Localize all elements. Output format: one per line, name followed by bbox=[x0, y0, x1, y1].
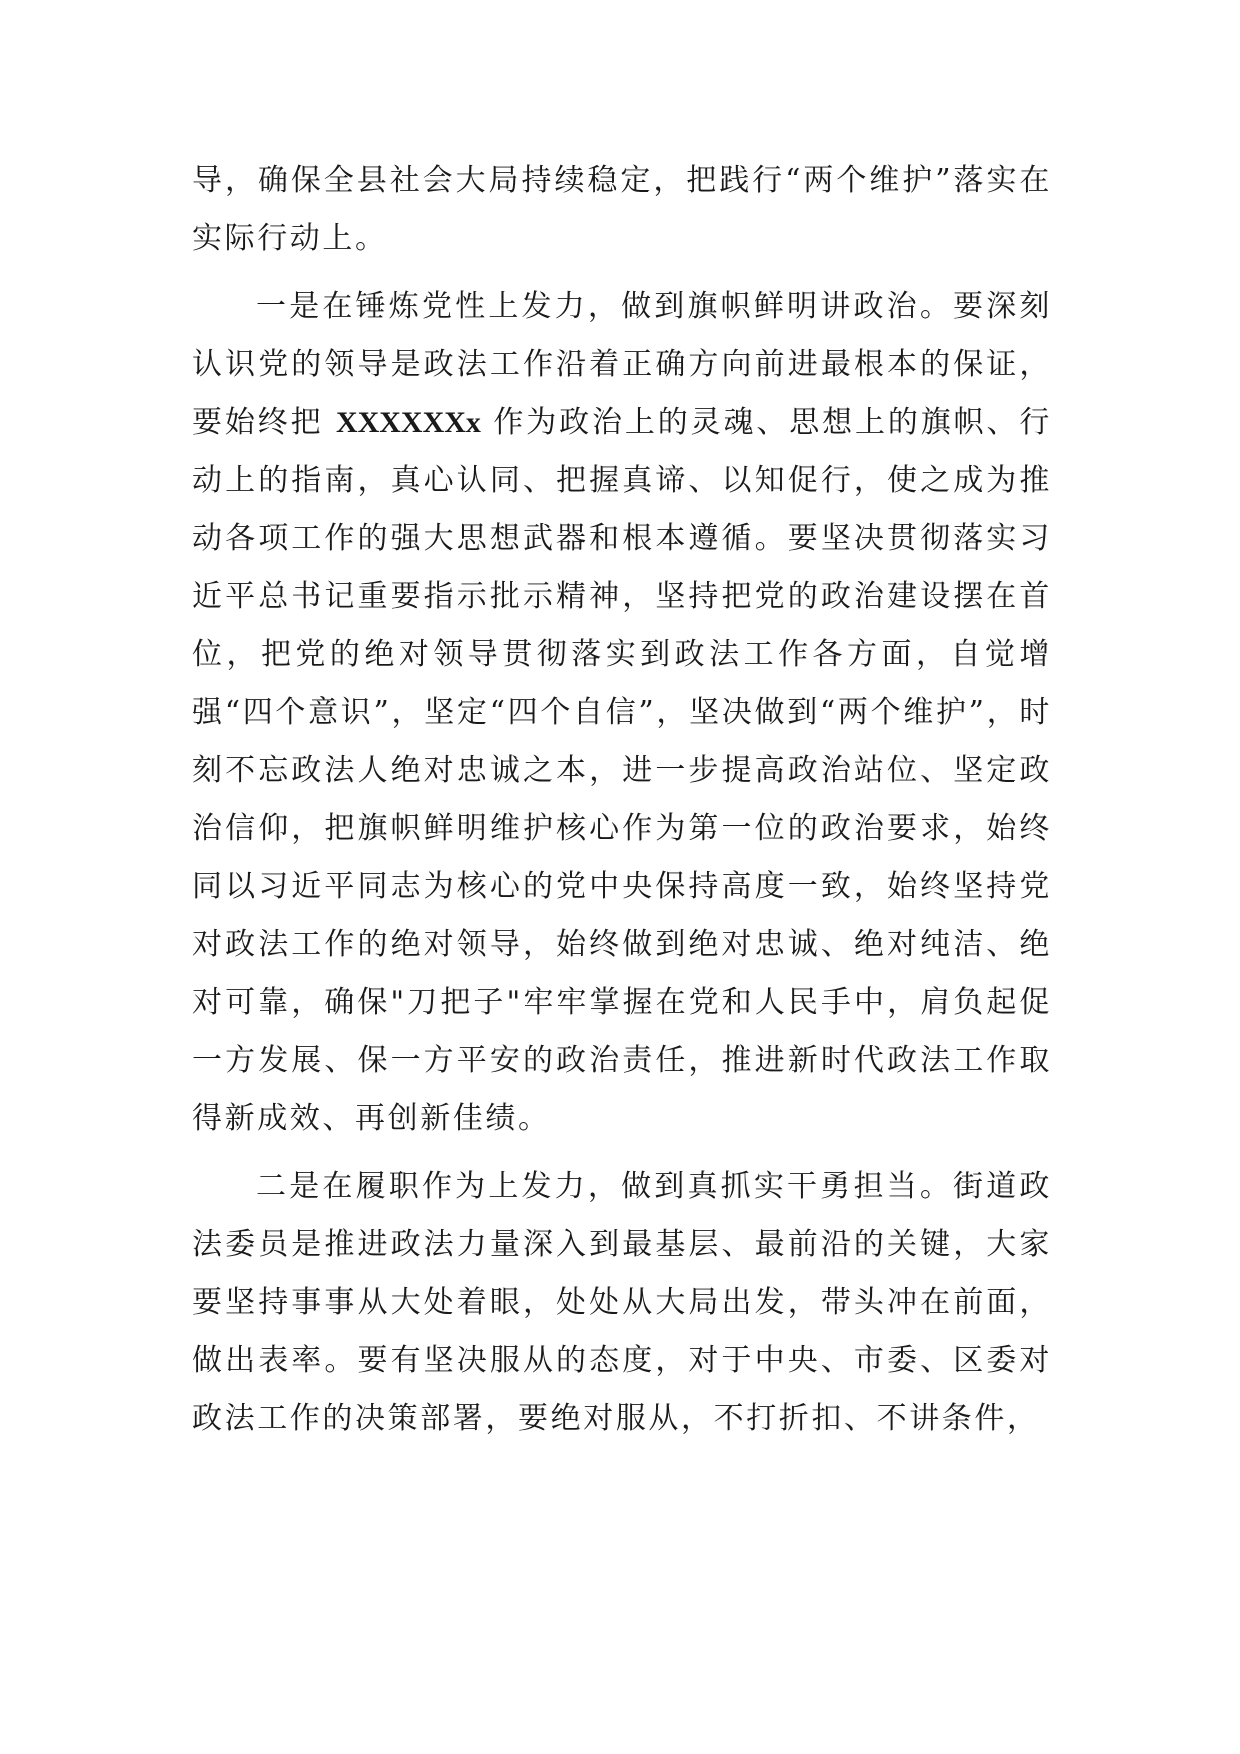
paragraph-duty: 二是在履职作为上发力，做到真抓实干勇担当。街道政法委员是推进政法力量深入到最基层、最前沿的关键，大家要坚持事事从大处着眼，处处从大局出发，带头冲在前面，做出表率。要有坚决服从的态度，对于中央、市委、区委对政法工作的决策部署，要绝对服从，不打折扣、不讲条件， bbox=[192, 1169, 1052, 1436]
redacted-placeholder: XXXXXXx bbox=[335, 406, 481, 439]
paragraph-politics bbox=[192, 278, 1052, 1148]
paragraph-politics-rest: 作为政治上的灵魂、思想上的旗帜、行动上的指南，真心认同、把握真谛、以知促行，使之成为推动各项工作的强大思想武器和根本遵循。要坚决贯彻落实习近平总书记重要指示批示精神，坚持把党的政治建设摆在首位，把党的绝对领导贯彻落实到政法工作各方面，自觉增强“四个意识”，坚定“四个自信”，坚决做到“两个维护”，时刻不忘政法人绝对忠诚之本，进一步提高政治站位、坚定政治信仰，把旗帜鲜明维护核心作为第一位的政治要求，始终同以习近平同志为核心的党中央保持高度一致，始终坚持党对政法工作的绝对领导，始终做到绝对忠诚、绝对纯洁、绝对可靠，确保"刀把子"牢牢掌握在党和人民手中，肩负起促一方发展、保一方平安的政治责任，推进新时代政法工作取得新成效、再创新佳绩。 bbox=[192, 405, 1052, 1136]
document-body bbox=[192, 152, 1052, 1448]
paragraph-continuation: 导，确保全县社会大局持续稳定，把践行“两个维护”落实在实际行动上。 bbox=[192, 163, 1052, 256]
paragraph-politics-lead: 一是在锤炼党性上发力，做到旗帜鲜明讲政治。要深刻认识党的领导是政法工作沿着正确方向前进最根本的保证，要始终把 bbox=[192, 289, 1052, 440]
